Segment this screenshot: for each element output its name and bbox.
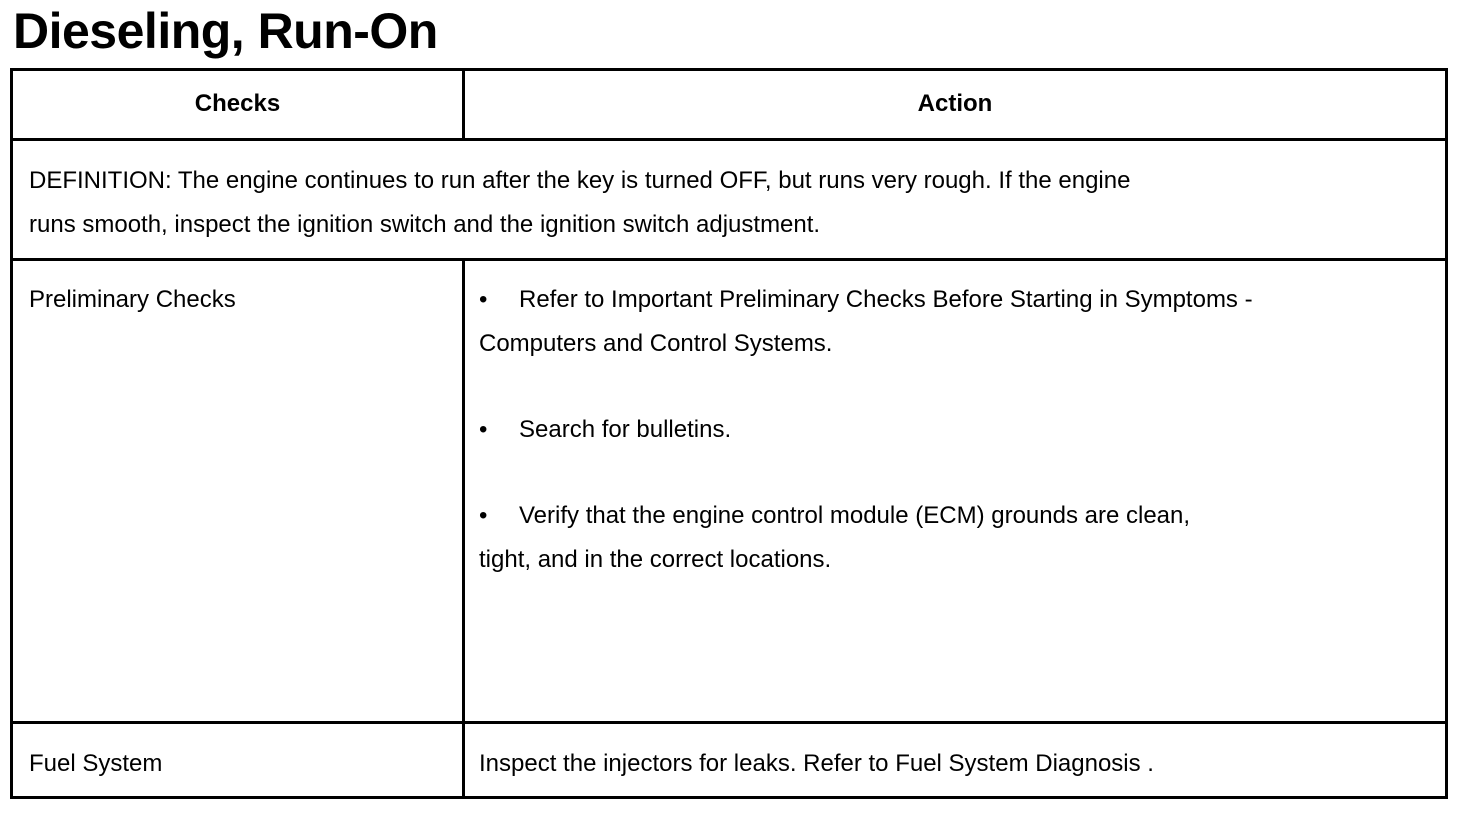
bullet-icon: • <box>479 286 488 313</box>
page-title: Dieseling, Run-On <box>13 3 438 59</box>
column-header-checks: Checks <box>194 90 281 117</box>
column-divider-body <box>462 261 465 796</box>
definition-line: DEFINITION: The engine continues to run after the key is turned OFF, but runs very rough. If the engine <box>29 167 1131 194</box>
definition-text <box>29 159 1429 247</box>
column-header-action: Action <box>917 90 993 117</box>
bullet-text: Refer to Important Preliminary Checks Before Starting in Symptoms - <box>519 286 1253 313</box>
row-divider <box>13 721 1445 724</box>
bullet-text: Search for bulletins. <box>519 416 732 443</box>
bullet-text-continued: tight, and in the correct locations. <box>479 546 832 573</box>
action-bullet-item <box>479 408 1439 452</box>
action-bullet-item <box>479 278 1439 366</box>
check-cell-fuel-system: Fuel System <box>29 750 163 777</box>
diagnostic-table <box>10 68 1448 799</box>
check-cell-preliminary: Preliminary Checks <box>29 286 236 313</box>
definition-line: runs smooth, inspect the ignition switch and the ignition switch adjustment. <box>29 211 821 238</box>
bullet-text-continued: Computers and Control Systems. <box>479 330 833 357</box>
action-cell-preliminary <box>479 278 1439 582</box>
definition-divider <box>13 258 1445 261</box>
bullet-icon: • <box>479 416 488 443</box>
bullet-text: Verify that the engine control module (ECM) grounds are clean, <box>519 502 1191 529</box>
action-cell-fuel-system: Inspect the injectors for leaks. Refer to Fuel System Diagnosis . <box>479 750 1154 777</box>
action-bullet-item <box>479 494 1439 582</box>
bullet-icon: • <box>479 502 488 529</box>
header-divider <box>13 138 1445 141</box>
